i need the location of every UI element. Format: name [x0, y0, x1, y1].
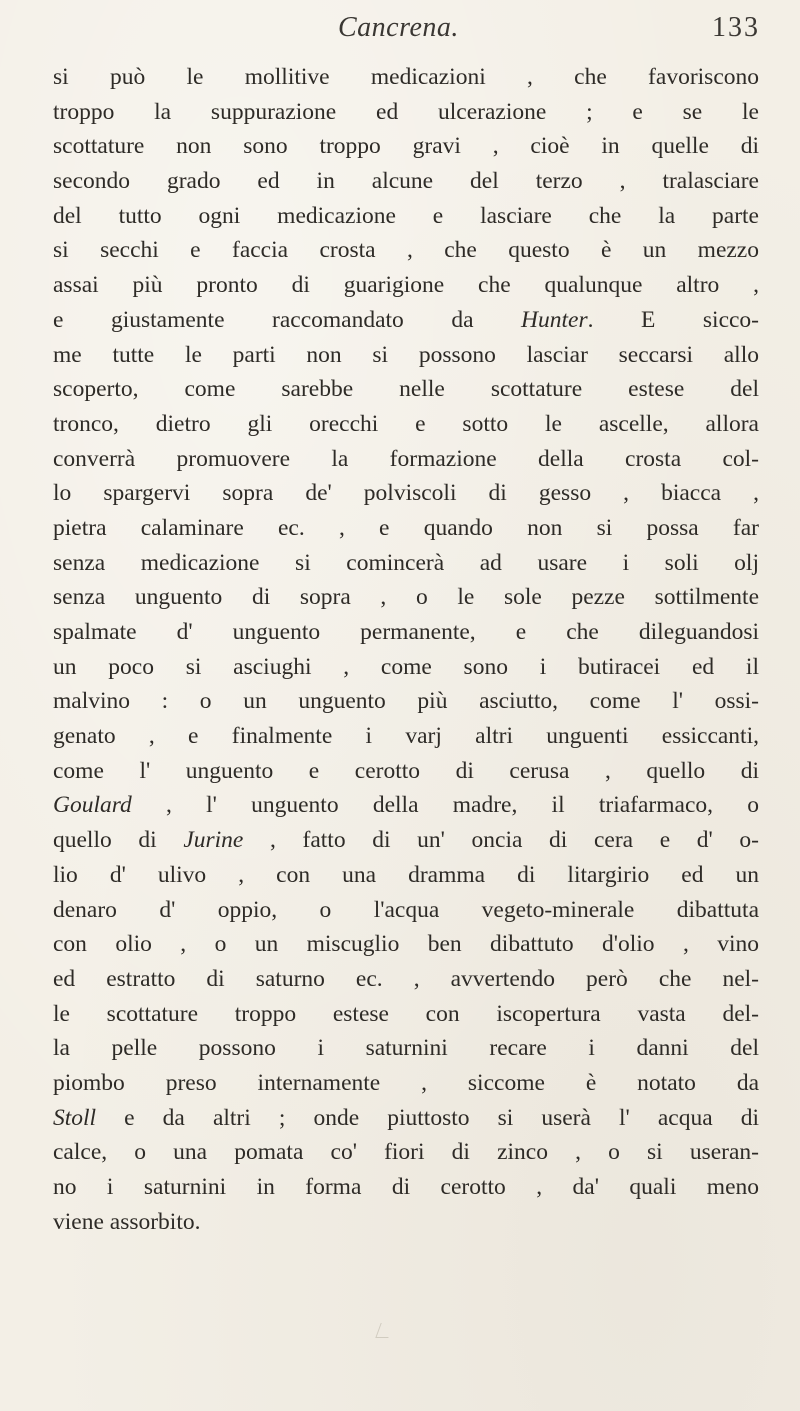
- body-text: [53, 60, 759, 1239]
- text-line: genato , e finalmente i varj altri unguenti essiccanti,: [53, 723, 759, 750]
- text-line: senza unguento di sopra , o le sole pezze sottilmente: [53, 584, 759, 611]
- text-line-last: viene assorbito.: [53, 1208, 201, 1235]
- text-line: con olio , o un miscuglio ben dibattuto d'olio , vino: [53, 931, 759, 958]
- text-line: lio d' ulivo , con una dramma di litargirio ed un: [53, 861, 759, 888]
- page-number: 133: [712, 12, 760, 43]
- text-line: secondo grado ed in alcune del terzo , tralasciare: [53, 168, 759, 195]
- text-line: senza medicazione si comincerà ad usare i soli olj: [53, 549, 759, 576]
- text-line: troppo la suppurazione ed ulcerazione ; e se le: [53, 98, 759, 125]
- ink-bleed-mark: [375, 1323, 393, 1338]
- text-line: quello di Jurine , fatto di un' oncia di cera e d' o-: [53, 827, 759, 854]
- text-line: si secchi e faccia crosta , che questo è un mezzo: [53, 237, 759, 264]
- text-line: del tutto ogni medicazione e lasciare che la parte: [53, 202, 759, 229]
- running-head: [338, 12, 760, 52]
- text-line: malvino : o un unguento più asciutto, come l' ossi-: [53, 688, 759, 715]
- text-line: piombo preso internamente , siccome è notato da: [53, 1069, 759, 1096]
- text-line: lo spargervi sopra de' polviscoli di gesso , biacca ,: [53, 480, 759, 507]
- text-line: come l' unguento e cerotto di cerusa , quello di: [53, 757, 759, 784]
- text-line: me tutte le parti non si possono lasciar seccarsi allo: [53, 341, 759, 368]
- text-line: tronco, dietro gli orecchi e sotto le ascelle, allora: [53, 410, 759, 437]
- text-line: no i saturnini in forma di cerotto , da' quali meno: [53, 1174, 759, 1200]
- text-line: Goulard , l' unguento della madre, il triafarmaco, o: [53, 792, 759, 819]
- text-line: converrà promuovere la formazione della crosta col-: [53, 445, 759, 472]
- text-line: assai più pronto di guarigione che qualunque altro ,: [53, 272, 759, 299]
- text-line: e giustamente raccomandato da Hunter. E sicco-: [53, 306, 760, 333]
- chapter-title: Cancrena.: [338, 12, 459, 43]
- text-line: un poco si asciughi , come sono i butiracei ed il: [53, 653, 759, 680]
- text-line: pietra calaminare ec. , e quando non si possa far: [53, 514, 759, 541]
- text-line: ed estratto di saturno ec. , avvertendo però che nel-: [53, 965, 759, 992]
- text-line: scoperto, come sarebbe nelle scottature estese del: [53, 376, 759, 403]
- text-line: si può le mollitive medicazioni , che favoriscono: [53, 64, 759, 90]
- text-line: le scottature troppo estese con iscopertura vasta del-: [53, 1000, 759, 1027]
- text-line: Stoll e da altri ; onde piuttosto si userà l' acqua di: [53, 1104, 759, 1131]
- text-line: calce, o una pomata co' fiori di zinco , o si useran-: [53, 1139, 759, 1166]
- text-line: spalmate d' unguento permanente, e che dileguandosi: [53, 619, 759, 645]
- text-line: la pelle possono i saturnini recare i danni del: [53, 1035, 759, 1062]
- text-line: denaro d' oppio, o l'acqua vegeto-minerale dibattuta: [53, 896, 759, 923]
- text-line: scottature non sono troppo gravi , cioè in quelle di: [53, 133, 759, 160]
